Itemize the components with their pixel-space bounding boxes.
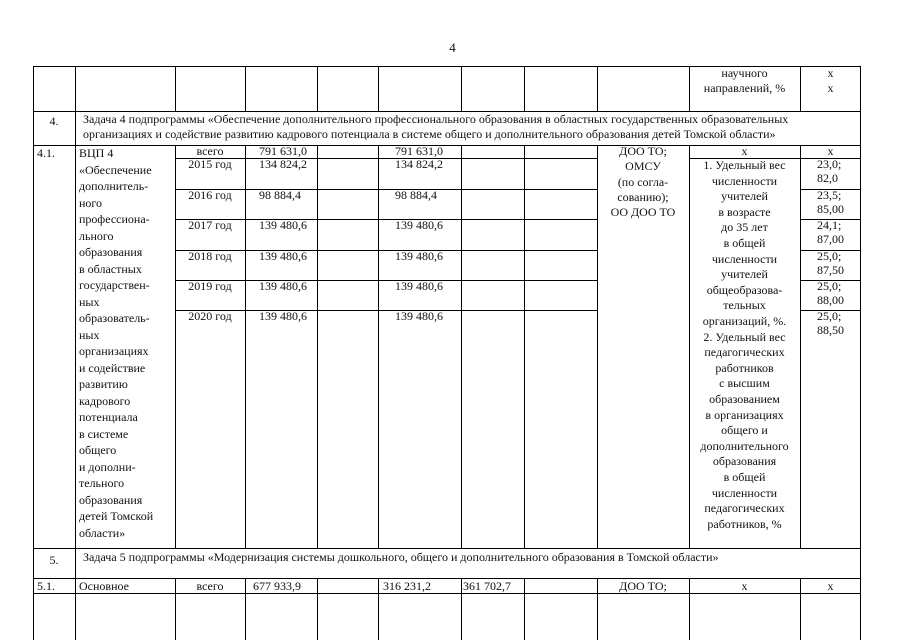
regional-amount-cell: 139 480,6 [395, 218, 443, 232]
row-number: 4.1. [37, 146, 55, 160]
indicator-value: 88,50 [817, 323, 844, 337]
program-name-line: и дополни- [79, 459, 136, 474]
indicator-line: учителей [721, 189, 768, 204]
program-name-line: тельного [79, 476, 125, 490]
program-name-line: организациях [79, 344, 149, 358]
regional-amount-cell: 139 480,6 [395, 279, 443, 293]
period-cell: 2019 год [188, 279, 232, 293]
indicator-value: 25,0; [817, 249, 842, 263]
indicator-line: дополнительного [700, 438, 789, 453]
total-amount-cell: 791 631,0 [259, 144, 307, 158]
period-cell: всего [196, 144, 224, 158]
program-name-line: в областных [79, 261, 142, 276]
program-name-line: образования [79, 245, 143, 259]
period-cell: 2018 год [188, 249, 232, 263]
executor-cell: ДОО ТО; [619, 579, 667, 593]
indicator-line: общего и [721, 423, 768, 438]
indicator-line: численности [711, 485, 778, 500]
indicator-value: 82,0 [817, 171, 838, 185]
executor-line: ОМСУ [625, 159, 661, 174]
total-amount-cell: 139 480,6 [259, 309, 307, 323]
program-name-line: в системе [79, 426, 129, 441]
value-cell: x [827, 81, 834, 95]
indicator-line: учителей [721, 267, 768, 282]
indicator-line: работников, % [707, 516, 782, 531]
task-title-line: организациях и содействие развитию кадрового потенциала в системе общего и дополнительного образования детей Томской области» [83, 127, 776, 141]
task-title-line: Задача 4 подпрограммы «Обеспечение дополнительного профессионального образования в областных государственных образовательных [83, 112, 789, 126]
regional-amount-cell: 98 884,4 [395, 188, 437, 202]
indicator-line: педагогических [704, 345, 785, 360]
executor-line: сованию); [617, 189, 669, 204]
period-cell: 2020 год [188, 309, 232, 323]
program-table [33, 66, 861, 640]
program-name-line: потенциала [79, 410, 138, 424]
value-header-cell: x [827, 144, 834, 158]
indicator-value: 23,5; [817, 188, 842, 202]
program-name: Основное [79, 579, 129, 593]
program-name-line: ных [79, 327, 100, 342]
program-name-line: развитию [79, 377, 128, 391]
program-name-line: образователь- [79, 311, 150, 325]
indicator-line: в общей [723, 236, 766, 250]
indicator-value: 25,0; [817, 279, 842, 293]
period-cell: 2017 год [188, 218, 232, 232]
indicator-value: 25,0; [817, 309, 842, 323]
indicator-line: педагогических [704, 501, 785, 516]
indicator-line: до 35 лет [721, 220, 768, 235]
regional-amount-cell: 316 231,2 [383, 579, 431, 593]
period-cell: всего [196, 579, 224, 593]
program-name-line: государствен- [79, 278, 150, 292]
program-name-line: образования [79, 492, 143, 507]
local-amount-cell: 361 702,7 [463, 579, 511, 593]
indicator-line: в организациях [705, 407, 784, 422]
indicator-line: организаций, %. [702, 314, 787, 328]
indicator-line: общеобразова- [706, 282, 783, 297]
indicator-line: в возрасте [718, 204, 771, 219]
total-amount-cell: 98 884,4 [259, 188, 301, 202]
indicator-value: 87,00 [817, 232, 844, 246]
program-name-line: кадрового [79, 393, 131, 408]
indicator-line: численности [711, 173, 778, 188]
executor-line: (по согла- [617, 174, 669, 189]
program-name-line: ного [79, 195, 103, 210]
regional-amount-cell: 134 824,2 [395, 157, 443, 171]
indicator-header-cell: x [741, 144, 748, 158]
indicator-value: 85,00 [817, 202, 844, 216]
regional-amount-cell: 139 480,6 [395, 249, 443, 263]
program-name-line: общего [79, 443, 117, 457]
indicator-line: тельных [723, 298, 766, 313]
executor-line: ОО ДОО ТО [610, 205, 676, 220]
task-title-line: Задача 5 подпрограммы «Модернизация системы дошкольного, общего и дополнительного образования в Томской области» [83, 550, 719, 564]
total-amount-cell: 134 824,2 [259, 157, 307, 171]
indicator-value: 87,50 [817, 263, 844, 277]
program-name-line: «Обеспечение [79, 162, 152, 177]
executor-line: ДОО ТО; [619, 144, 667, 158]
indicator-tail-line: направлений, % [703, 81, 786, 95]
program-name-line: дополнитель- [79, 179, 149, 193]
row-number: 5.1. [37, 579, 55, 593]
period-cell: 2015 год [188, 157, 232, 171]
total-amount-cell: 677 933,9 [253, 579, 301, 593]
program-name-line: ВЦП 4 [79, 146, 114, 160]
page-number: 4 [449, 40, 456, 55]
indicator-line: численности [711, 251, 778, 266]
total-amount-cell: 139 480,6 [259, 218, 307, 232]
indicator-value: 88,00 [817, 293, 844, 307]
indicator-line: в общей [723, 470, 766, 484]
indicator-line: образования [712, 454, 777, 469]
period-cell: 2016 год [188, 188, 232, 202]
indicator-value: 24,1; [817, 218, 842, 232]
indicator-line: с высшим [719, 376, 770, 391]
indicator-value: 23,0; [817, 157, 842, 171]
program-name-line: детей Томской [79, 509, 154, 523]
total-amount-cell: 139 480,6 [259, 279, 307, 293]
program-name-line: профессиона- [79, 212, 150, 226]
task-number: 4. [49, 114, 59, 128]
task-number: 5. [49, 553, 59, 567]
indicator-line: работников [715, 360, 774, 375]
indicator-cell: x [741, 579, 748, 593]
program-name-line: ных [79, 294, 100, 309]
regional-amount-cell: 139 480,6 [395, 309, 443, 323]
regional-amount-cell: 791 631,0 [395, 144, 443, 158]
indicator-line: 1. Удельный вес [703, 158, 786, 172]
program-name-line: и содействие [79, 360, 146, 375]
total-amount-cell: 139 480,6 [259, 249, 307, 263]
indicator-tail-line: научного [721, 66, 768, 80]
indicator-line: образованием [709, 392, 780, 406]
value-cell: x [827, 579, 834, 593]
program-name-line: области» [79, 525, 126, 540]
value-cell: x [827, 66, 834, 80]
program-name-line: льного [79, 228, 114, 243]
indicator-line: 2. Удельный вес [703, 329, 786, 344]
